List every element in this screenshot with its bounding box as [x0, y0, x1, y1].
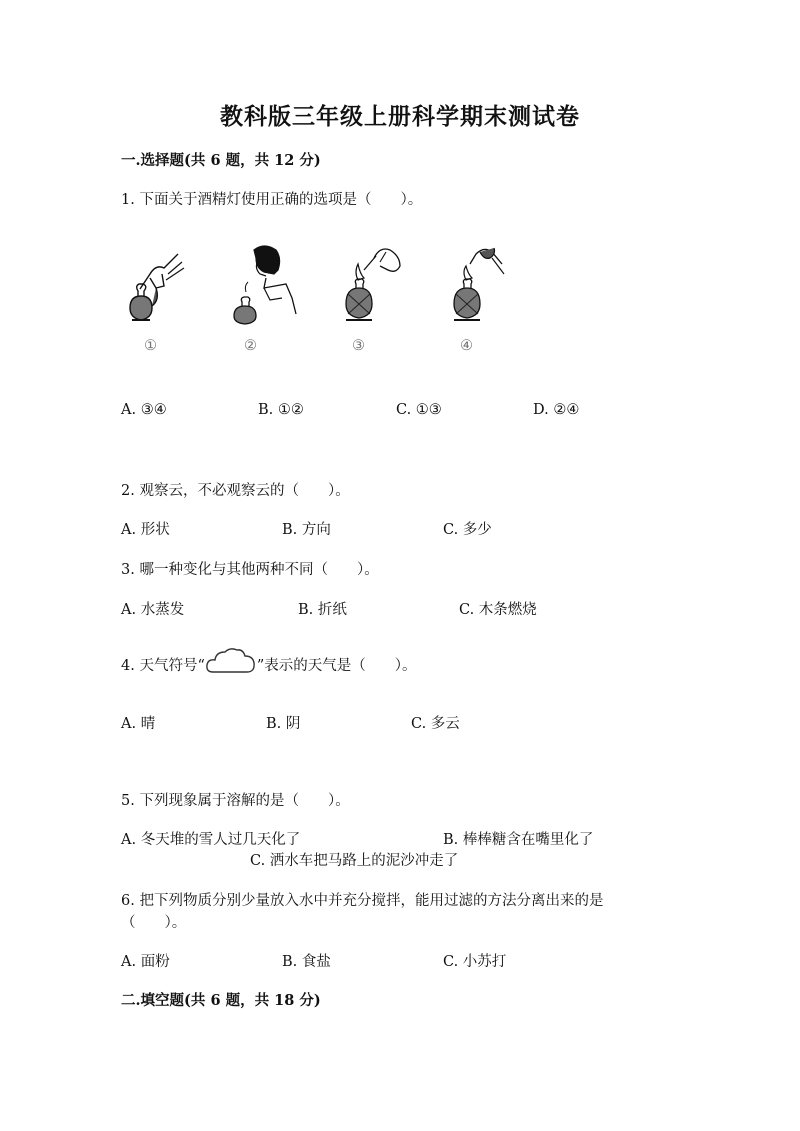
figure-label-3: ③	[352, 338, 365, 354]
question-4-text-before: 4. 天气符号“	[121, 658, 205, 674]
q2-option-c[interactable]: C. 多少	[443, 522, 492, 538]
question-1: 1. 下面关于酒精灯使用正确的选项是（ ）。	[121, 192, 423, 208]
question-4-text-after: ”表示的天气是（ ）。	[256, 658, 417, 674]
q1-option-a[interactable]: A. ③④	[121, 402, 167, 418]
q4-option-c[interactable]: C. 多云	[411, 716, 460, 732]
q4-option-a[interactable]: A. 晴	[121, 716, 156, 732]
question-3: 3. 哪一种变化与其他两种不同（ ）。	[121, 562, 379, 578]
lamp-figure-2	[230, 244, 298, 326]
q4-option-b[interactable]: B. 阴	[266, 716, 301, 732]
cloud-icon	[205, 654, 257, 678]
q2-option-a[interactable]: A. 形状	[121, 522, 170, 538]
lamp-figure-1	[126, 244, 188, 326]
figure-label-2: ②	[244, 338, 257, 354]
q1-option-d[interactable]: D. ②④	[533, 402, 580, 418]
q1-option-b[interactable]: B. ①②	[258, 402, 304, 418]
question-2: 2. 观察云，不必观察云的（ ）。	[121, 483, 350, 499]
q6-option-a[interactable]: A. 面粉	[121, 954, 170, 970]
q3-option-c[interactable]: C. 木条燃烧	[459, 602, 537, 618]
figure-label-4: ④	[460, 338, 473, 354]
q3-option-b[interactable]: B. 折纸	[298, 602, 347, 618]
q3-option-a[interactable]: A. 水蒸发	[121, 602, 185, 618]
q5-option-b[interactable]: B. 棒棒糖含在嘴里化了	[443, 832, 594, 848]
section-1-heading: 一.选择题(共 6 题，共 12 分)	[121, 152, 321, 169]
lamp-figure-4	[446, 244, 508, 326]
figure-label-1: ①	[144, 338, 157, 354]
q2-option-b[interactable]: B. 方向	[282, 522, 331, 538]
page-title: 教科版三年级上册科学期末测试卷	[220, 103, 580, 130]
q1-option-c[interactable]: C. ①③	[396, 402, 442, 418]
question-4	[121, 654, 417, 678]
q6-option-b[interactable]: B. 食盐	[282, 954, 331, 970]
question-6-line-1: 6. 把下列物质分别少量放入水中并充分搅拌，能用过滤的方法分离出来的是	[121, 893, 604, 909]
q5-option-c[interactable]: C. 洒水车把马路上的泥沙冲走了	[250, 853, 459, 869]
question-5: 5. 下列现象属于溶解的是（ ）。	[121, 793, 350, 809]
section-2-heading: 二.填空题(共 6 题，共 18 分)	[121, 992, 321, 1009]
lamp-figure-3	[338, 244, 404, 326]
q5-option-a[interactable]: A. 冬天堆的雪人过几天化了	[121, 832, 301, 848]
question-6-line-2: （ ）。	[121, 915, 187, 931]
q6-option-c[interactable]: C. 小苏打	[443, 954, 507, 970]
